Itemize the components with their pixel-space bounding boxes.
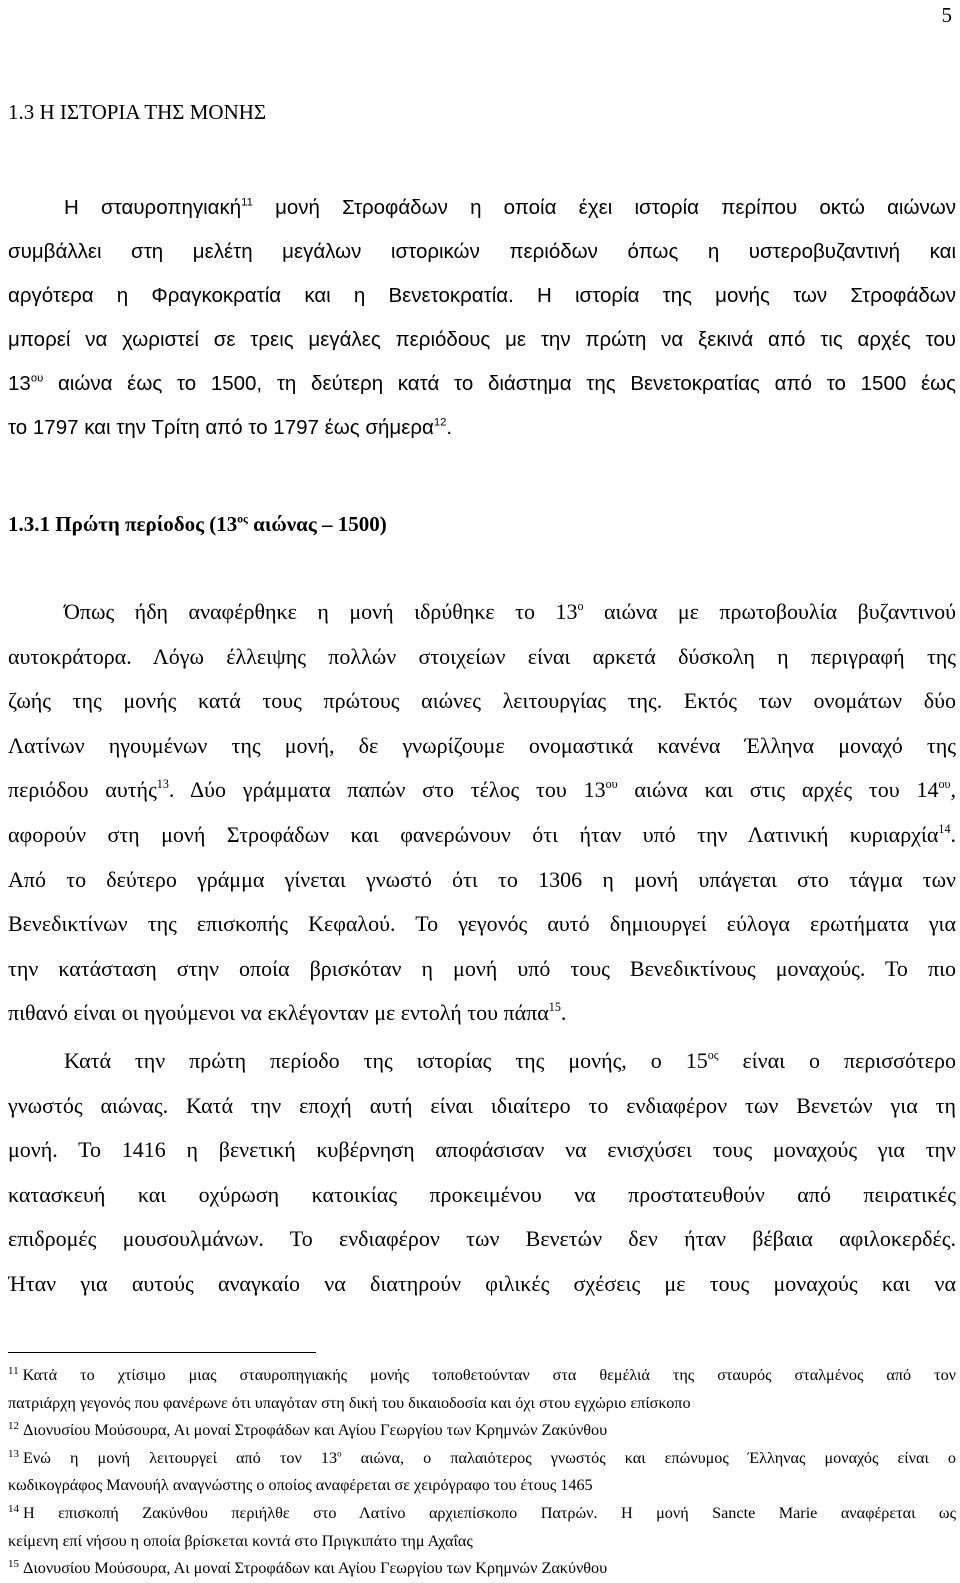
subsection-title: 1.3.1 Πρώτη περίοδος ($13^{o\varsigma}$ αιώνας – 1500) [8,512,387,536]
footnote-ref[interactable]: 11 [241,196,253,209]
footnote-ref[interactable]: 13 [156,777,169,792]
text-line: το 1797 και την Τρίτη από το 1797 έως σήμερα$^{12}$. [8,416,453,439]
footnote-11: $^{11}$ Κατά το χτίσιμο μιας σταυροπηγιακής μονής τοποθετούνταν στα θεμέλιά της σταυρός σταλμένος από τον [8,1365,956,1384]
footnote-ref[interactable]: 14 [938,821,951,836]
text-line: Λατίνων ηγουμένων της μονή, δε γνωρίζουμε ονομαστικά κανένα Έλληνα μοναχό της [8,732,956,758]
superscript: ο [577,598,584,613]
superscript: ος [707,1047,719,1062]
footnote-separator [8,1352,316,1353]
text-line: Βενεδικτίνων της επισκοπής Κεφαλού. Το γεγονός αυτό δημιουργεί εύλογα ερωτήματα για [8,911,956,937]
text-line: πιθανό είναι οι ηγούμενοι να εκλέγονταν με εντολή του πάπα$^{15}$. [8,1000,567,1026]
intro-paragraph [8,186,956,450]
text-line: Από το δεύτερο γράμμα γίνεται γνωστό ότι το 1306 η μονή υπάγεται στο τάγμα των [8,866,956,892]
footnote-14: $^{14}$ Η επισκοπή Ζακύνθου περιήλθε στο Λατίνο αρχιεπίσκοπο Πατρών. Η μονή Sancte Marie αναφέρεται ως [8,1502,956,1522]
paragraph-1 [8,590,956,1036]
superscript: ου [605,777,618,792]
footnote-13-cont: κωδικογράφος Μανουήλ αναγνώστης ο οποίος αναφέρεται σε χειρόγραφο του έτους 1465 [8,1476,593,1495]
footnote-ref[interactable]: 12 [433,416,447,429]
footnotes [8,1362,956,1583]
section-title: 1.3 Η ΙΣΤΟΡΙΑ ΤΗΣ ΜΟΝΗΣ [8,100,267,124]
superscript: ου [938,777,951,792]
footnote-ref[interactable]: 15 [548,1000,561,1015]
text-line: επιδρομές μουσουλμάνων. Το ενδιαφέρον των Βενετών δεν ήταν βέβαια αφιλοκερδές. [8,1226,956,1252]
text-line: αυτοκράτορα. Λόγω έλλειψης πολλών στοιχείων είναι αρκετά δύσκολη η περιγραφή της [8,643,956,669]
text-line: ζωής της μονής κατά τους πρώτους αιώνες λειτουργίας της. Εκτός των ονομάτων δύο [8,688,956,714]
superscript: ου [30,372,44,385]
text-line: γνωστός αιώνας. Κατά την εποχή αυτή είναι ιδιαίτερο το ενδιαφέρον των Βενετών για τη [8,1092,956,1118]
paragraph-2 [8,1039,956,1307]
text-line: $13^{o\upsilon}$ αιώνα έως το 1500, τη δεύτερη κατά το διάστημα της Βενετοκρατίας από το 1500 έως [8,372,956,395]
text-line: αφορούν στη μονή Στροφάδων και φανερώνουν ότι ήταν υπό την Λατινική κυριαρχία$^{14}$. [8,821,956,847]
text-line: αργότερα η Φραγκοκρατία και η Βενετοκρατία. Η ιστορία της μονής των Στροφάδων [8,284,956,307]
footnote-11-cont: πατριάρχη γεγονός που φανέρωνε ότι υπαγόταν στη δική του δικαιοδοσία και όχι στου εγχώριο επίσκοπο [8,1393,691,1412]
text-line: Η σταυροπηγιακή$^{11}$ μονή Στροφάδων η οποία έχει ιστορία περίπου οκτώ αιώνων [64,196,956,219]
footnote-13: $^{13}$ Ενώ η μονή λειτουργεί από τον $13^o$ αιώνα, ο παλαιότερος γνωστός και επώνυμος Έλληνας μοναχός είναι ο [8,1447,956,1467]
page-number: 5 [941,3,952,27]
footnote-12: $^{12}$ Διονυσίου Μούσουρα, Αι μοναί Στροφάδων και Αγίου Γεωργίου των Κρημνών Ζακύνθου [8,1420,608,1440]
text-line: Κατά την πρώτη περίοδο της ιστορίας της μονής, ο $15^{o\varsigma}$ είναι ο περισσότερο [64,1047,956,1073]
text-line: μονή. Το 1416 η βενετική κυβέρνηση αποφάσισαν να ενισχύσει τους μοναχούς για την [8,1137,956,1163]
text-line: μπορεί να χωριστεί σε τρεις μεγάλες περιόδους με την πρώτη να ξεκινά από τις αρχές του [8,328,956,351]
text-line: την κατάσταση στην οποία βρισκόταν η μονή υπό τους Βενεδικτίνους μοναχούς. Το πιο [8,955,956,981]
text-line: περιόδου αυτής$^{13}$. Δύο γράμματα παπών στο τέλος του $13^{o\upsilon}$ αιώνα και στις αρχές του $14^{o\upsilon}$, [8,777,956,803]
footnote-15: $^{15}$ Διονυσίου Μούσουρα, Αι μοναί Στροφάδων και Αγίου Γεωργίου των Κρημνών Ζακύνθου [8,1558,608,1578]
superscript: ο [337,1448,342,1459]
footnote-14-cont: κείμενη επί νήσου η οποία βρίσκεται κοντά στο Πριγκιπάτο τημ Αχαΐας [8,1531,473,1550]
text-line: συμβάλλει στη μελέτη μεγάλων ιστορικών περιόδων όπως η υστεροβυζαντινή και [8,240,956,263]
superscript: ος [237,513,248,526]
text-line: κατασκευή και οχύρωση κατοικίας προκειμένου να προστατευθούν από πειρατικές [8,1181,956,1207]
text-line: Όπως ήδη αναφέρθηκε η μονή ιδρύθηκε το $13^o$ αιώνα με πρωτοβουλία βυζαντινού [64,598,956,624]
text-line: Ήταν για αυτούς αναγκαίο να διατηρούν φιλικές σχέσεις με τους μοναχούς και να [8,1270,956,1296]
